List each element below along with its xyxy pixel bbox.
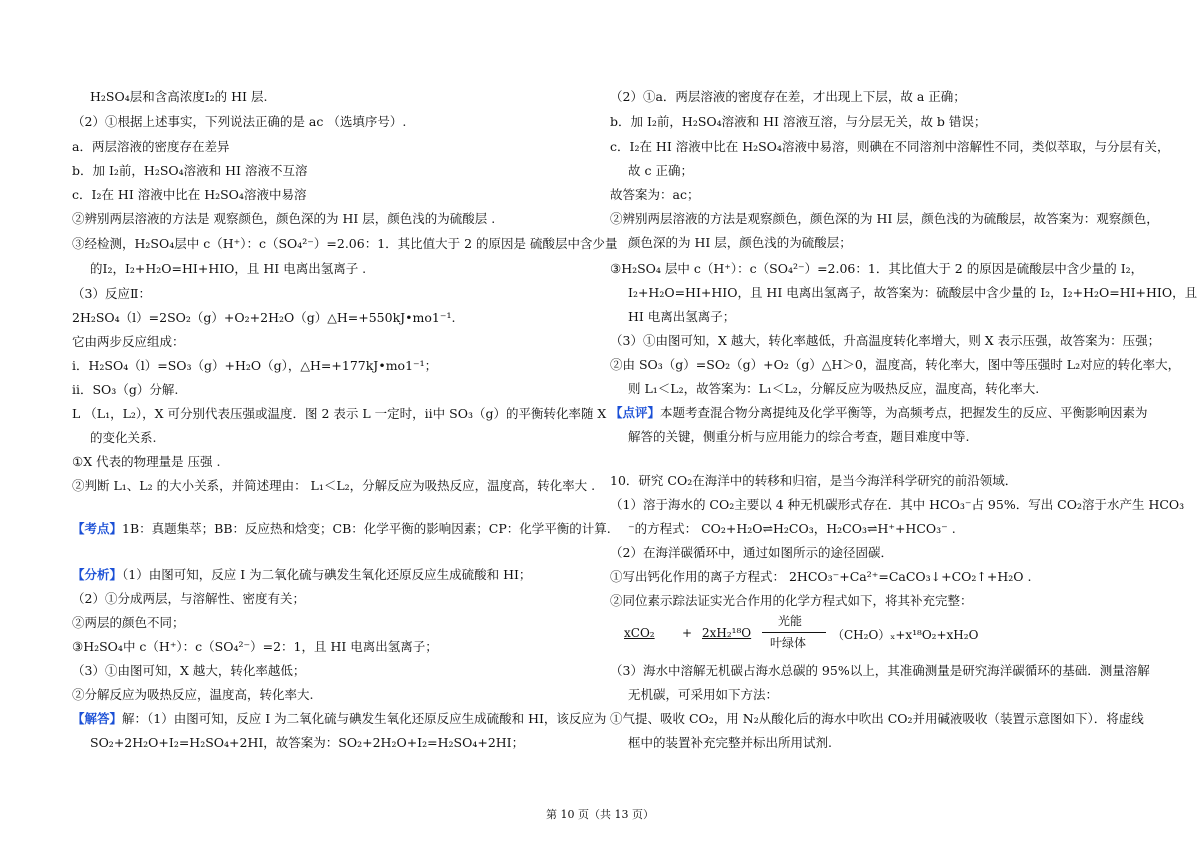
right-text-line <box>610 210 1159 228</box>
left-text-line <box>72 210 495 228</box>
line-text: （3）反应Ⅱ： <box>72 286 151 301</box>
equation-plus: + <box>682 626 693 640</box>
left-text-line <box>72 662 305 680</box>
section-tag: 【解答】 <box>72 711 123 726</box>
line-text: ③H₂SO₄中 c（H⁺）：c（SO₄²⁻）=2：1，且 HI 电离出氢离子； <box>72 639 438 654</box>
right-text-line <box>628 428 969 446</box>
left-text-line <box>72 566 531 584</box>
left-text-line <box>72 477 595 495</box>
line-text: ②两层的颜色不同； <box>72 615 185 630</box>
right-text-line <box>628 284 1197 302</box>
line-text: 解答的关键，侧重分析与应用能力的综合考查，题目难度中等. <box>628 429 970 444</box>
right-text-line <box>628 308 735 326</box>
left-text-line <box>72 357 437 375</box>
left-text-line <box>90 88 267 106</box>
left-text-line <box>72 138 229 156</box>
equation-condition-top: 光能 <box>778 614 803 628</box>
right-text-line <box>610 356 1180 374</box>
line-text: ②同位素示踪法证实光合作用的化学方程式如下，将其补充完整： <box>610 593 973 608</box>
line-text: ②辨别两层溶液的方法是 观察颜色，颜色深的为 HI 层，颜色浅的为硫酸层 . <box>72 211 496 226</box>
left-text-line <box>72 309 455 327</box>
line-text: 故答案为：ac； <box>610 187 700 202</box>
right-text-line <box>610 568 1032 586</box>
line-text: 则 L₁＜L₂，故答案为：L₁＜L₂，分解反应为吸热反应，温度高，转化率大. <box>628 381 1040 396</box>
line-text: b．加 I₂前，H₂SO₄溶液和 HI 溶液互溶，与分层无关，故 b 错误； <box>610 114 987 129</box>
left-text-line <box>72 333 185 351</box>
line-text: L （L₁，L₂），X 可分别代表压强或温度．图 2 表示 L 一定时，ⅱ中 SO₃（g）的平衡转化率随 X <box>72 406 607 421</box>
page-footer: 第 10 页（共 13 页） <box>546 808 654 821</box>
line-text: ②由 SO₃（g）=SO₂（g）+O₂（g）△H＞0，温度高，转化率大，图中等压强时 L₂对应的转化率大， <box>610 357 1181 372</box>
line-text: （3）①由图可知，X 越大，转化率越低； <box>72 663 306 678</box>
line-text: 的变化关系. <box>90 430 157 445</box>
line-text: 颜色深的为 HI 层，颜色浅的为硫酸层； <box>628 235 852 250</box>
section-tag: 【点评】 <box>610 405 661 420</box>
right-text-line <box>610 710 1144 728</box>
equation-blank-1: xCO₂ <box>624 626 655 640</box>
right-text-line <box>628 162 693 180</box>
line-text: ②分解反应为吸热反应，温度高，转化率大. <box>72 687 314 702</box>
line-text: 框中的装置补充完整并标出所用试剂. <box>628 735 832 750</box>
line-text: SO₂+2H₂O+I₂=H₂SO₄+2HI，故答案为：SO₂+2H₂O+I₂=H₂SO₄+2HI； <box>90 735 525 750</box>
right-text-line <box>628 686 778 704</box>
line-text: （2）①a．两层溶液的密度存在差，才出现上下层，故 a 正确； <box>610 89 966 104</box>
line-text: （2）①分成两层，与溶解性、密度有关； <box>72 591 305 606</box>
line-text: 的I₂，I₂+H₂O=HI+HIO，且 HI 电离出氢离子 . <box>90 261 367 276</box>
line-text: I₂+H₂O=HI+HIO，且 HI 电离出氢离子，故答案为：硫酸层中含少量的 I₂，I₂+H₂O=HI+HIO，且 <box>628 285 1198 300</box>
line-text: 2H₂SO₄（l）=2SO₂（g）+O₂+2H₂O（g）△H=+550kJ•mo1⁻¹. <box>72 310 456 325</box>
equation-right-side: （CH₂O）ₓ+x¹⁸O₂+xH₂O <box>832 628 979 642</box>
line-text: （1）溶于海水的 CO₂主要以 4 种无机碳形式存在．其中 HCO₃⁻占 95%．写出 CO₂溶于水产生 HCO₃ <box>610 497 1185 512</box>
left-text-line <box>72 405 606 423</box>
left-text-line <box>72 453 221 471</box>
right-text-line <box>610 404 1148 422</box>
line-text: （3）海水中溶解无机碳占海水总碳的 95%以上，其准确测量是研究海洋碳循环的基础．测量溶解 <box>610 663 1150 678</box>
right-text-line <box>610 186 699 204</box>
right-text-line <box>610 544 893 562</box>
line-text: b．加 I₂前，H₂SO₄溶液和 HI 溶液不互溶 <box>72 163 308 178</box>
section-tag: 【考点】 <box>72 521 123 536</box>
line-text: c．I₂在 HI 溶液中比在 H₂SO₄溶液中易溶 <box>72 187 307 202</box>
line-text: ③H₂SO₄ 层中 c（H⁺）：c（SO₄²⁻）=2.06：1．其比值大于 2 的原因是硫酸层中含少量的 I₂， <box>610 261 1144 276</box>
photosynthesis-equation <box>610 614 1130 650</box>
left-text-line <box>72 710 606 728</box>
line-text: （2）①根据上述事实，下列说法正确的是 ac （选填序号）. <box>72 114 407 129</box>
section-tag: 【分析】 <box>72 567 123 582</box>
right-text-line <box>610 332 1160 350</box>
right-text-line <box>628 380 1039 398</box>
line-text: ⅱ．SO₃（g）分解. <box>72 382 179 397</box>
right-text-line <box>610 592 973 610</box>
line-text: ①X 代表的物理量是 压强 . <box>72 454 221 469</box>
line-text: ③经检测，H₂SO₄层中 c（H⁺）：c（SO₄²⁻）=2.06：1．其比值大于 2 的原因是 硫酸层中含少量 <box>72 236 618 251</box>
right-text-line <box>610 138 1169 156</box>
line-text: ①写出钙化作用的离子方程式： 2HCO₃⁻+Ca²⁺=CaCO₃↓+CO₂↑+H₂O . <box>610 569 1032 584</box>
line-text: 1B：真题集萃；BB：反应热和焓变；CB：化学平衡的影响因素；CP：化学平衡的计算. <box>122 521 611 536</box>
left-text-line <box>72 186 306 204</box>
left-text-line <box>72 590 305 608</box>
left-text-line <box>72 638 438 656</box>
line-text: ⅰ．H₂SO₄（l）=SO₃（g）+H₂O（g），△H=+177kJ•mo1⁻¹； <box>72 358 438 373</box>
right-text-line <box>628 734 832 752</box>
line-text: H₂SO₄层和含高浓度I₂的 HI 层. <box>90 89 268 104</box>
line-text: 本题考查混合物分离提纯及化学平衡等，为高频考点，把握发生的反应、平衡影响因素为 <box>660 405 1148 420</box>
left-text-line <box>72 113 406 131</box>
line-text: 无机碳，可采用如下方法： <box>628 687 779 702</box>
right-text-line <box>610 88 966 106</box>
line-text: ②辨别两层溶液的方法是观察颜色，颜色深的为 HI 层，颜色浅的为硫酸层，故答案为：观察颜色， <box>610 211 1159 226</box>
line-text: ②判断 L₁、L₂ 的大小关系，并简述理由： L₁＜L₂，分解反应为吸热反应，温度高，转化率大 . <box>72 478 596 493</box>
right-text-line <box>610 662 1150 680</box>
right-text-line <box>628 520 956 538</box>
line-text: ⁻的方程式： CO₂+H₂O⇌H₂CO₃，H₂CO₃⇌H⁺+HCO₃⁻ . <box>628 521 956 536</box>
left-text-line <box>72 285 151 303</box>
line-text: 10．研究 CO₂在海洋中的转移和归宿，是当今海洋科学研究的前沿领域． <box>610 473 1018 488</box>
line-text: a．两层溶液的密度存在差异 <box>72 139 230 154</box>
line-text: （3）①由图可知，X 越大，转化率越低，升高温度转化率增大，则 X 表示压强，故答案为：压强； <box>610 333 1161 348</box>
right-text-line <box>610 260 1143 278</box>
line-text: ①气提、吸收 CO₂，用 N₂从酸化后的海水中吹出 CO₂并用碱液吸收（装置示意图如下）．将虚线 <box>610 711 1144 726</box>
right-text-line <box>610 472 1017 490</box>
equation-blank-2: 2xH₂¹⁸O <box>702 626 752 640</box>
left-text-line <box>72 381 178 399</box>
line-text: c．I₂在 HI 溶液中比在 H₂SO₄溶液中易溶，则碘在不同溶剂中溶解性不同，类似萃取，与分层有关， <box>610 139 1170 154</box>
left-text-line <box>72 686 313 704</box>
line-text: （2）在海洋碳循环中，通过如图所示的途径固碳． <box>610 545 893 560</box>
left-text-line <box>72 520 611 538</box>
line-text: 解：（1）由图可知，反应 I 为二氧化硫与碘发生氧化还原反应生成硫酸和 HI，该反应为 <box>122 711 607 726</box>
right-text-line <box>610 113 986 131</box>
equation-condition-bottom: 叶绿体 <box>770 636 807 650</box>
left-text-line <box>90 260 366 278</box>
equation-arrow-line <box>762 632 826 633</box>
line-text: 它由两步反应组成： <box>72 334 185 349</box>
left-text-line <box>90 734 524 752</box>
left-text-line <box>72 162 307 180</box>
left-text-line <box>72 614 185 632</box>
right-text-line <box>610 496 1184 514</box>
line-text: 故 c 正确； <box>628 163 693 178</box>
line-text: HI 电离出氢离子； <box>628 309 736 324</box>
left-text-line <box>90 429 156 447</box>
right-text-line <box>628 234 852 252</box>
line-text: （1）由图可知，反应 I 为二氧化硫与碘发生氧化还原反应生成硫酸和 HI； <box>122 567 532 582</box>
left-text-line <box>72 235 618 253</box>
